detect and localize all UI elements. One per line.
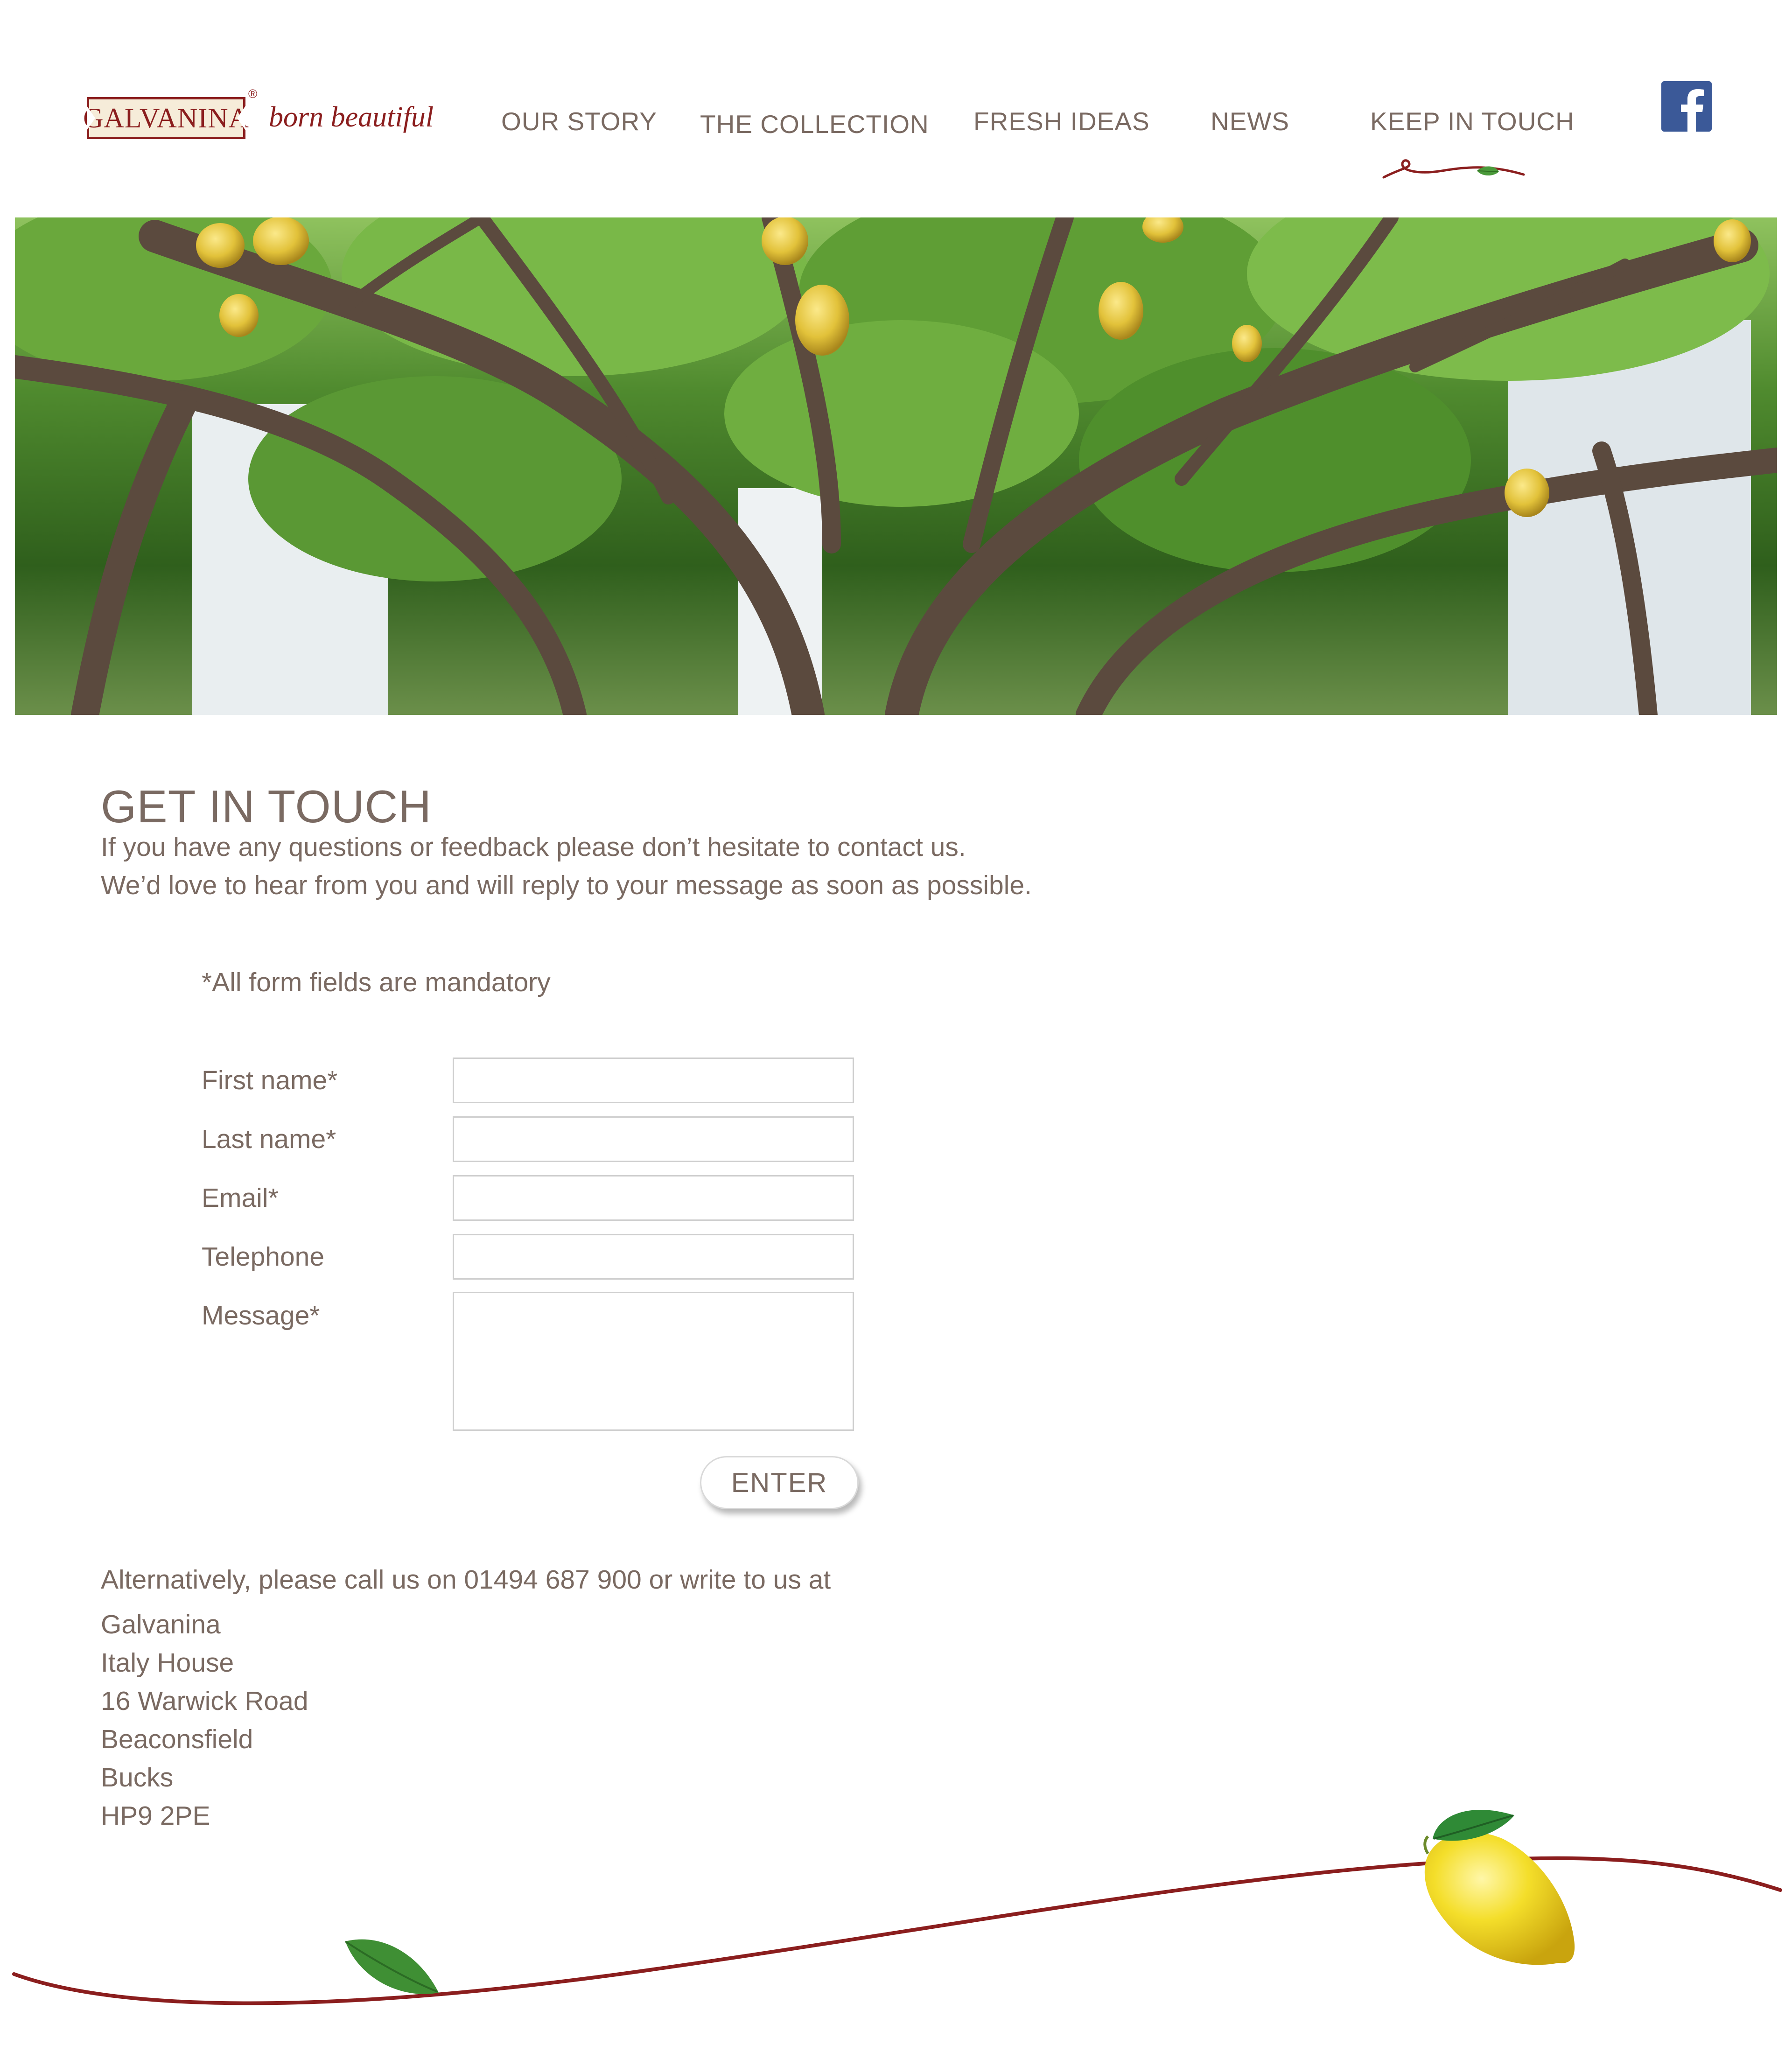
- alternative-contact-text: Alternatively, please call us on 01494 687 900 or write to us at: [101, 1565, 831, 1595]
- logo-name: GALVANINA: [83, 102, 249, 133]
- lemon-icon: [1425, 1810, 1575, 1965]
- last-name-label: Last name*: [202, 1124, 336, 1154]
- message-label: Message*: [202, 1301, 320, 1331]
- nav-fresh-ideas[interactable]: FRESH IDEAS: [973, 107, 1150, 136]
- nav-the-collection[interactable]: THE COLLECTION: [700, 110, 929, 139]
- mandatory-note: *All form fields are mandatory: [202, 967, 551, 997]
- address-line-county: Bucks: [101, 1763, 174, 1793]
- logo-badge: [83, 97, 249, 139]
- logo-tagline: born beautiful: [269, 101, 434, 133]
- telephone-input[interactable]: [453, 1234, 854, 1280]
- address-line-company: Galvanina: [101, 1610, 221, 1639]
- address-line-building: Italy House: [101, 1648, 234, 1678]
- page-title: GET IN TOUCH: [101, 781, 432, 832]
- email-input[interactable]: [453, 1175, 854, 1221]
- leaf-icon: [345, 1940, 439, 1994]
- intro-line-2: We’d love to hear from you and will reply to your message as soon as possible.: [101, 870, 1032, 900]
- address-line-postcode: HP9 2PE: [101, 1801, 210, 1831]
- hero-image-lemon-tree: [15, 217, 1777, 715]
- logo-registered-mark: ®: [248, 87, 258, 101]
- enter-button[interactable]: ENTER: [700, 1456, 859, 1509]
- footer-swoosh-decoration: [0, 1745, 1792, 2044]
- address-line-street: 16 Warwick Road: [101, 1686, 308, 1716]
- first-name-input[interactable]: [453, 1058, 854, 1103]
- nav-our-story[interactable]: OUR STORY: [501, 107, 657, 136]
- last-name-input[interactable]: [453, 1116, 854, 1162]
- brand-logo[interactable]: [83, 87, 434, 147]
- nav-news[interactable]: NEWS: [1211, 107, 1289, 136]
- first-name-label: First name*: [202, 1065, 338, 1095]
- active-nav-squiggle-icon: [1381, 150, 1531, 188]
- telephone-label: Telephone: [202, 1242, 325, 1272]
- address-line-town: Beaconsfield: [101, 1724, 253, 1754]
- message-textarea[interactable]: [453, 1292, 854, 1431]
- email-label: Email*: [202, 1183, 279, 1213]
- facebook-icon[interactable]: [1661, 81, 1712, 132]
- nav-keep-in-touch[interactable]: KEEP IN TOUCH: [1370, 107, 1575, 136]
- intro-line-1: If you have any questions or feedback please don’t hesitate to contact us.: [101, 832, 966, 862]
